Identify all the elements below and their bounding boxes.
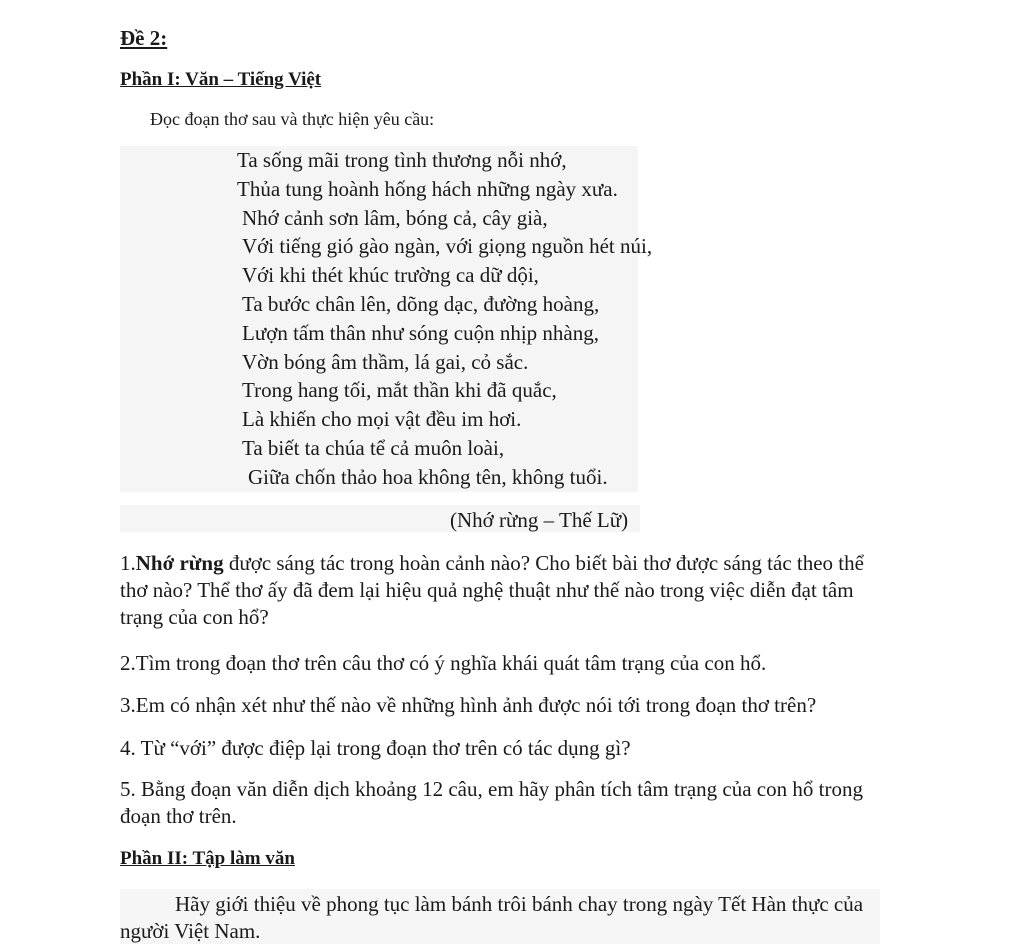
poem-line: [120, 175, 638, 204]
poem-line-text: Với tiếng gió gào ngàn, với giọng nguồn hét núi,: [242, 234, 653, 259]
poem-line-text: Nhớ cảnh sơn lâm, bóng cả, cây già,: [242, 205, 548, 230]
poem-line: [120, 463, 638, 492]
poem-line: [120, 204, 638, 233]
poem-line-text: Giữa chốn thảo hoa không tên, không tuổi.: [248, 464, 608, 489]
poem-source: (Nhớ rừng – Thế Lữ): [450, 508, 629, 532]
poem-line: [120, 319, 638, 348]
poem-line: [120, 405, 638, 434]
question-4: 4. Từ “với” được điệp lại trong đoạn thơ trên có tác dụng gì?: [120, 736, 631, 760]
poem-line-text: Trong hang tối, mắt thần khi đã quắc,: [242, 378, 557, 403]
poem-line: [120, 261, 638, 290]
poem-line-text: Là khiến cho mọi vật đều im hơi.: [242, 407, 522, 432]
poem-line-text: Thủa tung hoành hống hách những ngày xưa.: [237, 176, 618, 201]
question-3: 3.Em có nhận xét như thế nào về những hình ảnh được nói tới trong đoạn thơ trên?: [120, 693, 817, 717]
poem: [120, 146, 653, 492]
poem-line-text: Lượn tấm thân như sóng cuộn nhịp nhàng,: [242, 320, 599, 345]
part2-title: Phần II: Tập làm văn: [120, 848, 295, 869]
question-1: [120, 550, 888, 631]
poem-line: [120, 434, 638, 463]
question-5: 5. Bằng đoạn văn diễn dịch khoảng 12 câu, em hãy phân tích tâm trạng của con hổ trong đoạn thơ trên.: [120, 777, 863, 828]
poem-line: [120, 146, 638, 175]
poem-line-text: Với khi thét khúc trường ca dữ dội,: [242, 263, 539, 288]
poem-line: [120, 376, 638, 405]
poem-line-text: Vờn bóng âm thầm, lá gai, cỏ sắc.: [242, 349, 529, 374]
part1-title: Phần I: Văn – Tiếng Việt: [120, 69, 322, 90]
question-1-text: được sáng tác trong hoàn cảnh nào? Cho biết bài thơ được sáng tác theo thể thơ nào? Thể thơ ấy đã đem lại hiệu quả nghệ thuật như thế nào trong việc diễn đạt tâm trạng của con hổ?: [120, 551, 864, 629]
poem-line: [120, 348, 638, 377]
poem-instruction: Đọc đoạn thơ sau và thực hiện yêu cầu:: [150, 109, 435, 129]
poem-line: [120, 232, 653, 261]
poem-line-text: Ta biết ta chúa tể cả muôn loài,: [242, 435, 505, 460]
exam-title: Đề 2:: [120, 26, 168, 50]
question-2: 2.Tìm trong đoạn thơ trên câu thơ có ý nghĩa khái quát tâm trạng của con hổ.: [120, 651, 767, 675]
poem-title-bold: Nhớ rừng: [135, 551, 224, 575]
question-1-number: 1.: [120, 551, 136, 575]
writing-task: Hãy giới thiệu về phong tục làm bánh trôi bánh chay trong ngày Tết Hàn thực của người Việt Nam.: [120, 892, 864, 943]
poem-line-text: Ta bước chân lên, dõng dạc, đường hoàng,: [242, 291, 600, 316]
poem-line: [120, 290, 638, 319]
poem-line-text: Ta sống mãi trong tình thương nỗi nhớ,: [237, 148, 567, 172]
